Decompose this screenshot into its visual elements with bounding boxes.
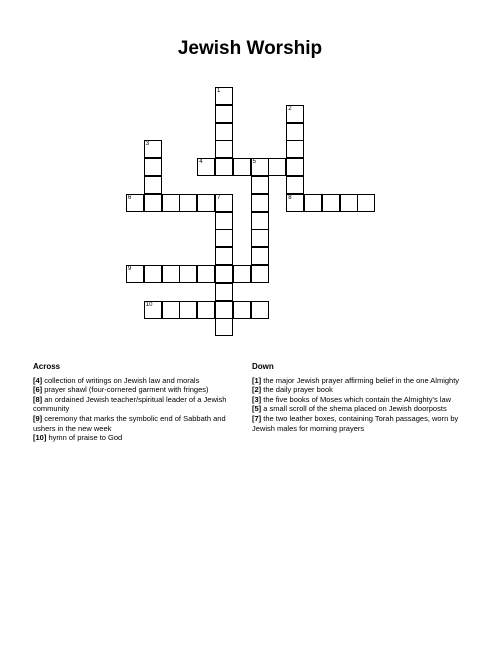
clue-text: a small scroll of the shema placed on Jewish doorposts [263, 404, 447, 414]
grid-cell[interactable] [144, 140, 162, 158]
clue-number: [10] [33, 433, 47, 443]
clue-number: [2] [252, 385, 262, 395]
clue-text: the daily prayer book [263, 385, 333, 395]
cell-number: 2 [288, 105, 292, 112]
cell-number: 10 [145, 301, 153, 308]
cell-number: 8 [288, 194, 292, 201]
clue-across-4 [33, 376, 238, 386]
clue-text: an ordained Jewish teacher/spiritual leader of a Jewish community [33, 394, 227, 414]
grid-cell[interactable] [197, 301, 215, 319]
grid-cell[interactable] [215, 123, 233, 141]
grid-cell[interactable] [215, 158, 233, 176]
clue-number: [8] [33, 394, 43, 404]
grid-cell[interactable] [215, 229, 233, 247]
grid-cell[interactable] [251, 301, 269, 319]
grid-cell[interactable] [215, 140, 233, 158]
clue-across-8 [33, 395, 238, 414]
grid-cell[interactable] [268, 158, 286, 176]
grid-cell[interactable] [162, 265, 180, 283]
clue-number: [3] [252, 394, 262, 404]
grid-cell[interactable] [197, 194, 215, 212]
grid-cell[interactable] [162, 301, 180, 319]
grid-cell[interactable] [215, 212, 233, 230]
grid-cell[interactable] [162, 194, 180, 212]
cell-number: 9 [128, 266, 132, 272]
grid-cell[interactable] [304, 194, 322, 212]
clue-down-1 [252, 376, 467, 386]
grid-cell[interactable] [215, 194, 233, 212]
grid-cell[interactable] [286, 176, 304, 194]
across-heading: Across [33, 362, 61, 371]
clue-across-6 [33, 385, 238, 395]
grid-cell[interactable] [286, 194, 304, 212]
clue-across-9 [33, 414, 238, 433]
clue-text: hymn of praise to God [48, 433, 123, 443]
clue-number: [4] [33, 375, 43, 385]
cell-number: 6 [128, 194, 132, 201]
grid-cell[interactable] [251, 212, 269, 230]
grid-cell[interactable] [322, 194, 340, 212]
grid-cell[interactable] [233, 265, 251, 283]
cell-number: 5 [252, 159, 256, 166]
down-heading: Down [252, 362, 274, 371]
grid-cell[interactable] [251, 158, 269, 176]
clue-down-5 [252, 404, 467, 414]
grid-cell[interactable] [144, 176, 162, 194]
grid-cell[interactable] [215, 87, 233, 105]
grid-cell[interactable] [215, 301, 233, 319]
clue-across-10 [33, 433, 238, 443]
grid-cell[interactable] [251, 194, 269, 212]
clue-number: [9] [33, 413, 43, 423]
clue-text: prayer shawl (four-cornered garment with fringes) [44, 385, 209, 395]
clue-text: ceremony that marks the symbolic end of Sabbath and ushers in the new week [33, 413, 226, 433]
cell-number: 1 [217, 88, 221, 94]
clue-text: collection of writings on Jewish law and morals [44, 375, 200, 385]
cell-number: 7 [217, 194, 221, 201]
grid-cell[interactable] [126, 194, 144, 212]
grid-cell[interactable] [215, 265, 233, 283]
clue-down-2 [252, 385, 467, 395]
clue-text: the major Jewish prayer affirming belief in the one Almighty [263, 375, 460, 385]
clue-number: [5] [252, 404, 262, 414]
grid-cell[interactable] [251, 229, 269, 247]
cell-number: 4 [199, 159, 203, 166]
grid-cell[interactable] [179, 301, 197, 319]
grid-cell[interactable] [286, 105, 304, 123]
across-clues [33, 362, 238, 443]
grid-cell[interactable] [215, 247, 233, 265]
grid-cell[interactable] [233, 158, 251, 176]
grid-cell[interactable] [144, 194, 162, 212]
cell-number: 3 [145, 141, 150, 148]
grid-cell[interactable] [215, 318, 233, 336]
grid-cell[interactable] [233, 301, 251, 319]
clue-down-3 [252, 395, 467, 405]
grid-cell[interactable] [215, 105, 233, 123]
grid-cell[interactable] [251, 247, 269, 265]
clue-text: the five books of Moses which contain the Almighty's law [263, 394, 452, 404]
clue-number: [6] [33, 385, 43, 395]
grid-cell[interactable] [286, 158, 304, 176]
grid-cell[interactable] [340, 194, 358, 212]
grid-cell[interactable] [144, 158, 162, 176]
page-title: Jewish Worship [177, 38, 323, 59]
clue-number: [1] [252, 375, 262, 385]
grid-cell[interactable] [179, 265, 197, 283]
grid-cell[interactable] [179, 194, 197, 212]
grid-cell[interactable] [357, 194, 375, 212]
clue-down-7 [252, 414, 467, 433]
grid-cell[interactable] [251, 176, 269, 194]
grid-cell[interactable] [286, 140, 304, 158]
grid-cell[interactable] [251, 265, 269, 283]
grid-cell[interactable] [126, 265, 144, 283]
down-clues [252, 362, 467, 433]
grid-cell[interactable] [144, 301, 162, 319]
grid-cell[interactable] [144, 265, 162, 283]
clue-number: [7] [252, 413, 262, 423]
grid-cell[interactable] [286, 123, 304, 141]
grid-cell[interactable] [197, 265, 215, 283]
grid-cell[interactable] [197, 158, 215, 176]
grid-cell[interactable] [215, 283, 233, 301]
clue-text: the two leather boxes, containing Torah passages, worn by Jewish males for morning prayers [252, 413, 459, 433]
